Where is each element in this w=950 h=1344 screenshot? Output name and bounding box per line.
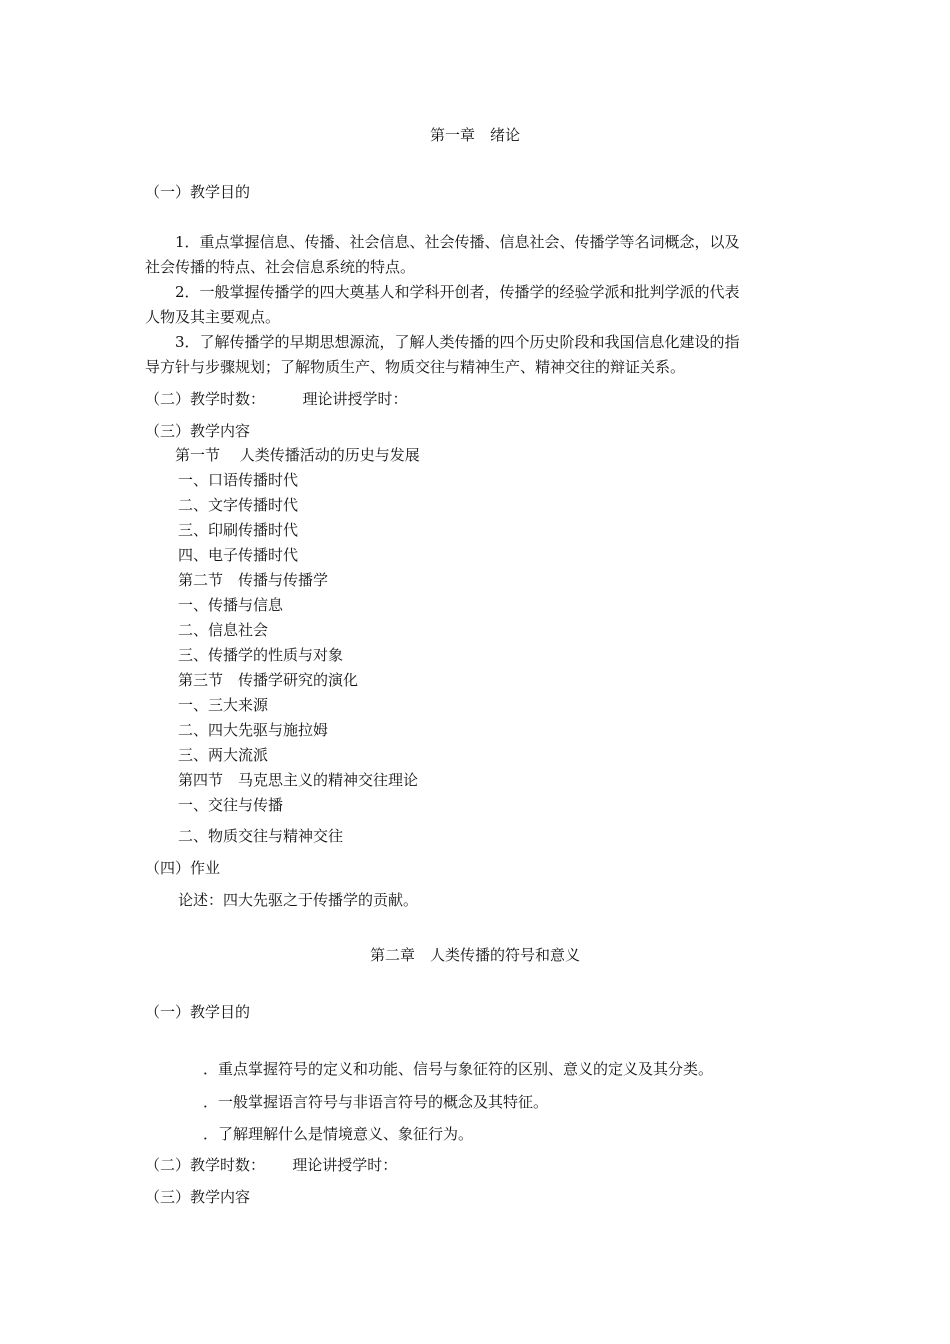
list-item: 一、口语传播时代 bbox=[178, 471, 299, 489]
ch1-goal-2-line-1: 2．一般掌握传播学的四大奠基人和学科开创者，传播学的经验学派和批判学派的代表 bbox=[175, 283, 740, 301]
ch1-goal-3-line-1: 3．了解传播学的早期思想源流，了解人类传播的四个历史阶段和我国信息化建设的指 bbox=[175, 333, 740, 351]
list-item: 一、三大来源 bbox=[178, 696, 269, 714]
list-item: 三、印刷传播时代 bbox=[178, 521, 299, 539]
chapter-1-title: 第一章 绪论 bbox=[429, 126, 520, 144]
ch1-hours: （二）教学时数： 理论讲授学时： bbox=[145, 390, 408, 408]
ch1-homework-heading: （四）作业 bbox=[145, 859, 221, 877]
ch1-goal-2-line-2: 人物及其主要观点。 bbox=[145, 308, 281, 326]
ch2-goal-3: ．了解理解什么是情境意义、象征行为。 bbox=[203, 1125, 474, 1143]
list-item: 三、两大流派 bbox=[178, 746, 269, 764]
list-item: 一、交往与传播 bbox=[178, 796, 284, 814]
ch2-goal-1: ．重点掌握符号的定义和功能、信号与象征符的区别、意义的定义及其分类。 bbox=[203, 1060, 714, 1078]
list-item: 二、信息社会 bbox=[178, 621, 269, 639]
chapter-2-title: 第二章 人类传播的符号和意义 bbox=[369, 946, 580, 964]
ch1-goal-1-line-1: 1．重点掌握信息、传播、社会信息、社会传播、信息社会、传播学等名词概念，以及 bbox=[175, 233, 740, 251]
ch1-section-4: 第四节 马克思主义的精神交往理论 bbox=[178, 771, 419, 789]
list-item: 四、电子传播时代 bbox=[178, 546, 299, 564]
ch2-goal-2: ．一般掌握语言符号与非语言符号的概念及其特征。 bbox=[203, 1093, 549, 1111]
ch1-section-2: 第二节 传播与传播学 bbox=[178, 571, 329, 589]
list-item: 一、传播与信息 bbox=[178, 596, 284, 614]
ch1-homework-text: 论述：四大先驱之于传播学的贡献。 bbox=[178, 891, 419, 909]
ch2-content-heading: （三）教学内容 bbox=[145, 1188, 251, 1206]
ch1-section-1: 第一节 人类传播活动的历史与发展 bbox=[175, 446, 420, 464]
ch2-hours: （二）教学时数： 理论讲授学时： bbox=[145, 1156, 398, 1174]
ch1-section-3: 第三节 传播学研究的演化 bbox=[178, 671, 359, 689]
ch1-goal-3-line-2: 导方针与步骤规划；了解物质生产、物质交往与精神生产、精神交往的辩证关系。 bbox=[145, 358, 686, 376]
list-item: 三、传播学的性质与对象 bbox=[178, 646, 344, 664]
ch2-goal-heading: （一）教学目的 bbox=[145, 1003, 251, 1021]
ch1-goal-1-line-2: 社会传播的特点、社会信息系统的特点。 bbox=[145, 258, 416, 276]
ch1-content-heading: （三）教学内容 bbox=[145, 422, 251, 440]
list-item: 二、文字传播时代 bbox=[178, 496, 299, 514]
ch1-goal-heading: （一）教学目的 bbox=[145, 183, 251, 201]
list-item: 二、四大先驱与施拉姆 bbox=[178, 721, 329, 739]
list-item: 二、物质交往与精神交往 bbox=[178, 827, 344, 845]
